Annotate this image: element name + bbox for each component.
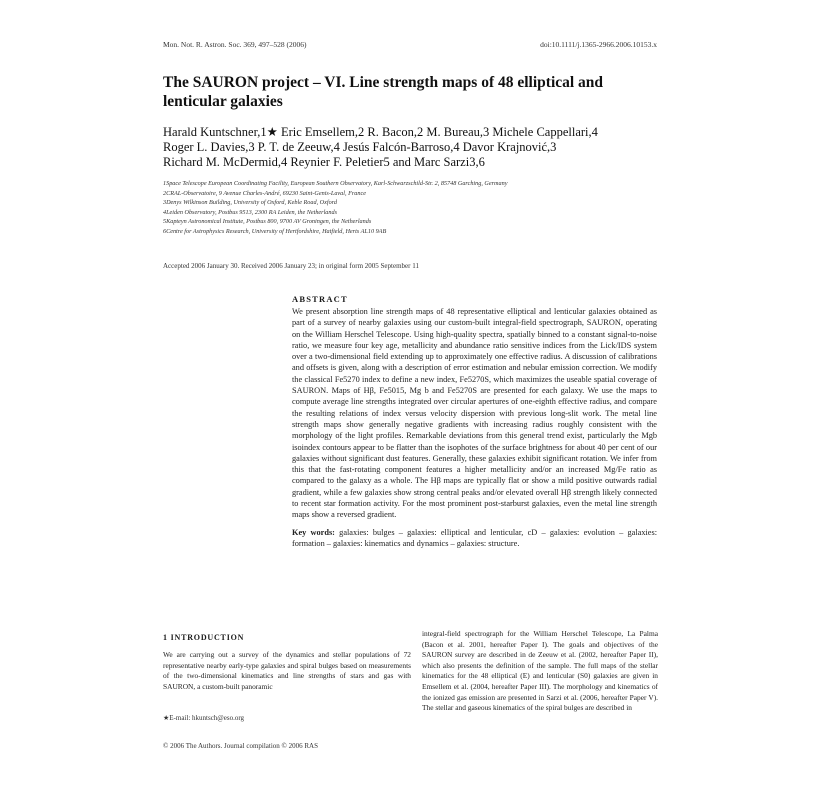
affiliation: 4Leiden Observatory, Postbus 9513, 2300 RA Leiden, the Netherlands — [163, 208, 337, 216]
journal-citation: Mon. Not. R. Astron. Soc. 369, 497–528 (2006) — [163, 40, 307, 49]
affiliation: 6Centre for Astrophysics Research, University of Hertfordshire, Hatfield, Herts AL10 9AB — [163, 227, 387, 235]
introduction-left-column: We are carrying out a survey of the dynamics and stellar populations of 72 representative nearby early-type galaxies and spiral bulges based on measurements of the two-dimensional kinematics and line strengths of stars and gas with SAURON, a custom-built panoramic — [163, 650, 411, 691]
corresponding-author-footnote: ★E-mail: hkuntsch@eso.org — [163, 714, 245, 722]
affiliation-list — [163, 179, 663, 237]
copyright-notice: © 2006 The Authors. Journal compilation © 2006 RAS — [163, 742, 318, 750]
author-list — [163, 125, 663, 170]
affiliation: 2CRAL-Observatoire, 9 Avenue Charles-André, 69230 Saint-Genis-Laval, France — [163, 189, 366, 197]
keywords — [292, 527, 657, 550]
introduction-right-column: integral-field spectrograph for the William Herschel Telescope, La Palma (Bacon et al. 2001, hereafter Paper I). The goals and objectives of the SAURON survey are described in de Zeeuw et al. (2002, hereafter Paper II), which also presents the definition of the sample. The full maps of the stellar kinematics for the 48 elliptical (E) and lenticular (S0) galaxies are given in Emsellem et al. (2004, hereafter Paper III). The morphology and kinematics of the ionized gas emission are presented in Sarzi et al. (2006, hereafter Paper V). The stellar and gaseous kinematics of the spiral bulges are described in — [422, 629, 658, 713]
abstract-block — [292, 294, 657, 549]
affiliation: 1Space Telescope European Coordinating Facility, European Southern Observatory, Karl-Schwarzschild-Str. 2, 85748 Garching, Germany — [163, 180, 508, 187]
abstract-text: We present absorption line strength maps of 48 representative elliptical and lenticular galaxies obtained as part of a survey of nearby galaxies using our custom-built integral-field spectrograph, SAURON, operating on the William Herschel Telescope. Using high-quality spectra, spatially binned to a constant signal-to-noise ratio, we measure four key age, metallicity and abundance ratio sensitive indices from the Lick/IDS system over a two-dimensional field extending up to approximately one effective radius. A discussion of calibrations and offsets is given, along with a description of error estimation and nebular emission correction. We modify the classical Fe5270 index to define a new index, Fe5270S, which maximizes the useable spatial coverage of SAURON. Maps of Hβ, Fe5015, Mg b and Fe5270S are presented for each galaxy. We use the maps to compute average line strengths integrated over circular apertures of one-eighth effective radius, and compare the resulting relations of index versus velocity dispersion with previous long-slit work. The metal line strength maps show generally negative gradients with increasing radius roughly consistent with the morphology of the light profiles. Remarkable deviations from this general trend exist, particularly the Mgb isoindex contours appear to be flatter than the isophotes of the surface brightness for about 40 per cent of our galaxies without significant dust features. Generally, these galaxies exhibit significant rotation. We infer from this that the fast-rotating component features a higher metallicity and/or an increased Mg/Fe ratio as compared to the galaxy as a whole. The Hβ maps are typically flat or show a mild positive outwards radial gradient, while a few galaxies show strong central peaks and/or elevated overall Hβ strength likely connected to recent star formation activity. For the most prominent post-starburst galaxies, even the metal line strength maps show a reversed gradient. — [292, 307, 657, 520]
author-line: Richard M. McDermid,4 Reynier F. Peletier5 and Marc Sarzi3,6 — [163, 155, 485, 169]
paper-title: The SAURON project – VI. Line strength maps of 48 elliptical and lenticular galaxies — [163, 74, 604, 110]
keywords-text: galaxies: bulges – galaxies: elliptical and lenticular, cD – galaxies: evolution – galaxies: formation – galaxies: kinematics and dynamics – galaxies: structure. — [292, 527, 657, 548]
keywords-label: Key words: — [292, 527, 335, 537]
section-heading-introduction: 1 INTRODUCTION — [163, 633, 245, 642]
author-line: Harald Kuntschner,1★ Eric Emsellem,2 R. Bacon,2 M. Bureau,3 Michele Cappellari,4 — [163, 125, 598, 139]
affiliation: 5Kapteyn Astronomical Institute, Postbus 800, 9700 AV Groningen, the Netherlands — [163, 218, 372, 226]
abstract-heading: ABSTRACT — [292, 294, 348, 304]
affiliation: 3Denys Wilkinson Building, University of Oxford, Keble Road, Oxford — [163, 199, 337, 207]
author-line: Roger L. Davies,3 P. T. de Zeeuw,4 Jesús Falcón-Barroso,4 Davor Krajnović,3 — [163, 140, 557, 154]
doi[interactable]: doi:10.1111/j.1365-2966.2006.10153.x — [540, 40, 657, 49]
acceptance-dates: Accepted 2006 January 30. Received 2006 January 23; in original form 2005 September 11 — [163, 262, 419, 270]
